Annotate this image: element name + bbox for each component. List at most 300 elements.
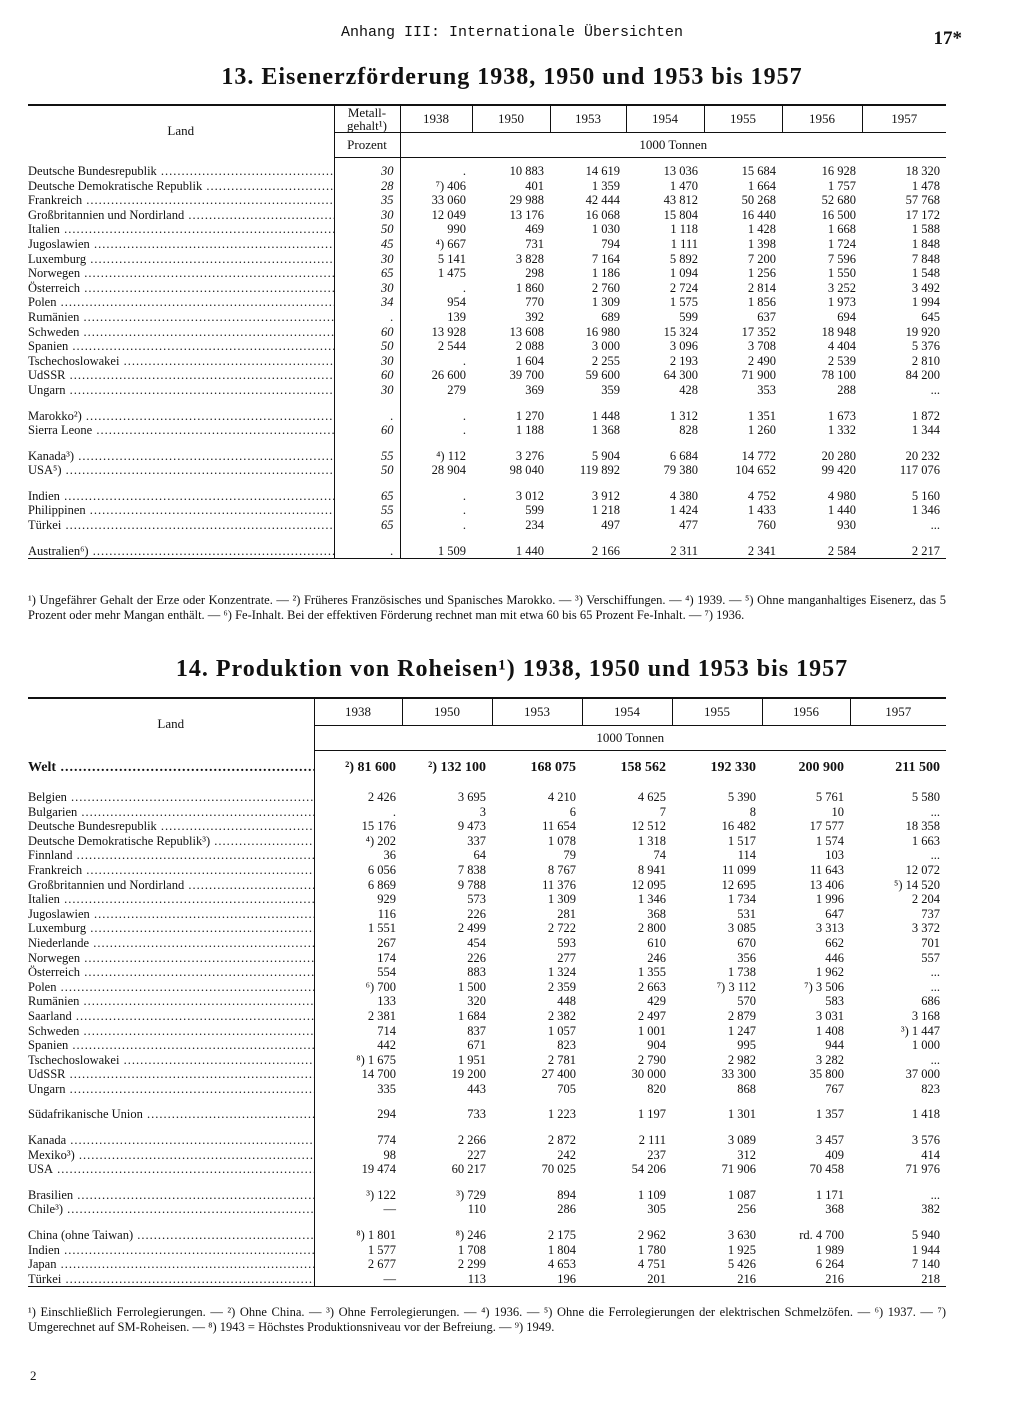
country-cell bbox=[28, 936, 314, 951]
value-cell: 1 872 bbox=[911, 408, 940, 423]
value-cell: 2 810 bbox=[911, 353, 940, 368]
value-cell: 767 bbox=[825, 1081, 844, 1096]
value-cell: 1 724 bbox=[827, 236, 856, 251]
value-cell: 2 724 bbox=[669, 280, 698, 295]
metal-content-cell: . bbox=[334, 409, 400, 424]
value-cell: 2 781 bbox=[547, 1052, 576, 1067]
value-cell: 16 980 bbox=[585, 324, 620, 339]
value-cell: 1 577 bbox=[367, 1242, 396, 1257]
table-row bbox=[28, 1228, 946, 1243]
value-cell: 1 734 bbox=[727, 892, 756, 907]
spacer-cell bbox=[550, 533, 626, 544]
value-cell: 2 193 bbox=[669, 353, 698, 368]
metal-content-cell: 60 bbox=[334, 325, 400, 340]
value-cell: 599 bbox=[679, 309, 698, 324]
value-cell: 320 bbox=[467, 994, 486, 1009]
value-cell: 5 390 bbox=[727, 790, 756, 804]
value-cell: 2 544 bbox=[437, 339, 466, 354]
country-label: Tschechoslowakei ..... bbox=[28, 1053, 314, 1068]
value-cell: 7 200 bbox=[747, 251, 776, 266]
value-cell: 645 bbox=[921, 309, 940, 324]
value-cell: 868 bbox=[737, 1081, 756, 1096]
spacer-cell bbox=[492, 1177, 582, 1188]
value-cell: 428 bbox=[679, 382, 698, 397]
value-cell: 211 500 bbox=[895, 759, 940, 775]
country-label: Frankreich ..... bbox=[28, 863, 314, 878]
value-cell: 2 722 bbox=[547, 921, 576, 936]
value-cell: 477 bbox=[679, 518, 698, 533]
value-cell: 1 668 bbox=[827, 222, 856, 237]
country-cell bbox=[28, 805, 314, 820]
value-cell: 944 bbox=[825, 1038, 844, 1053]
value-cell: 2 204 bbox=[911, 892, 940, 907]
country-label: Sierra Leone ..... bbox=[28, 423, 334, 438]
value-cell: 234 bbox=[525, 518, 544, 533]
country-label: Bulgarien ..... bbox=[28, 805, 314, 820]
spacer-cell bbox=[492, 1096, 582, 1107]
value-cell: ⁴) 112 bbox=[436, 448, 466, 463]
value-cell: 731 bbox=[525, 236, 544, 251]
value-cell: 1 757 bbox=[827, 178, 856, 193]
metal-content-cell: 28 bbox=[334, 179, 400, 194]
value-cell: 14 619 bbox=[585, 164, 620, 178]
metal-content-cell: . bbox=[334, 544, 400, 559]
country-label: Polen ..... bbox=[28, 295, 334, 310]
country-label: Deutsche Demokratische Republik ..... bbox=[28, 179, 334, 194]
metal-content-cell: 30 bbox=[334, 164, 400, 179]
spacer-cell bbox=[550, 398, 626, 409]
country-cell bbox=[28, 281, 334, 296]
spacer-cell bbox=[472, 478, 550, 489]
spacer-cell bbox=[314, 1096, 402, 1107]
country-cell bbox=[28, 892, 314, 907]
spacer-cell bbox=[28, 478, 334, 489]
country-cell bbox=[28, 1133, 314, 1148]
value-cell: 114 bbox=[737, 848, 756, 863]
value-cell: 6 bbox=[569, 804, 576, 819]
country-label: Polen ..... bbox=[28, 980, 314, 995]
country-cell bbox=[28, 1024, 314, 1039]
value-cell: 828 bbox=[679, 423, 698, 438]
value-cell: 30 000 bbox=[631, 1067, 666, 1082]
value-cell: ⁸) 1 675 bbox=[356, 1052, 396, 1067]
metal-content-cell: 30 bbox=[334, 354, 400, 369]
value-cell: 1 575 bbox=[669, 295, 698, 310]
value-cell: 1 738 bbox=[727, 965, 756, 980]
value-cell: 54 206 bbox=[631, 1162, 666, 1177]
value-cell: 79 380 bbox=[663, 463, 698, 478]
table-14-year-header: 1957 bbox=[850, 698, 946, 726]
value-cell: 714 bbox=[377, 1023, 396, 1038]
table-row bbox=[28, 921, 946, 936]
value-cell: 353 bbox=[757, 382, 776, 397]
table-row bbox=[28, 892, 946, 907]
value-cell: 760 bbox=[757, 518, 776, 533]
country-label: Großbritannien und Nordirland ..... bbox=[28, 878, 314, 893]
value-cell: 1 448 bbox=[591, 408, 620, 423]
value-cell: 647 bbox=[825, 906, 844, 921]
value-cell: 256 bbox=[737, 1202, 756, 1217]
value-cell: 5 141 bbox=[437, 251, 466, 266]
metal-content-cell: 50 bbox=[334, 463, 400, 478]
value-cell: 3 912 bbox=[591, 488, 620, 503]
value-cell: 1 398 bbox=[747, 236, 776, 251]
value-cell: 8 bbox=[749, 804, 756, 819]
value-cell: 409 bbox=[825, 1147, 844, 1162]
country-cell bbox=[28, 518, 334, 533]
value-cell: ... bbox=[930, 1187, 940, 1202]
group-spacer bbox=[28, 779, 946, 790]
table-row bbox=[28, 295, 946, 310]
table-row bbox=[28, 463, 946, 478]
spacer-cell bbox=[672, 779, 762, 790]
value-cell: 10 bbox=[831, 804, 844, 819]
value-cell: — bbox=[383, 1202, 396, 1217]
value-cell: 1 951 bbox=[457, 1052, 486, 1067]
metal-content-cell: 34 bbox=[334, 295, 400, 310]
table-row bbox=[28, 222, 946, 237]
country-cell bbox=[28, 1038, 314, 1053]
sheet-signature: 2 bbox=[30, 1368, 37, 1383]
value-cell: 60 217 bbox=[451, 1162, 486, 1177]
country-label: Mexiko³) ..... bbox=[28, 1148, 314, 1163]
value-cell: 3 089 bbox=[727, 1133, 756, 1148]
country-label: Österreich ..... bbox=[28, 281, 334, 296]
value-cell: 74 bbox=[653, 848, 666, 863]
table-row bbox=[28, 980, 946, 995]
country-cell bbox=[28, 1053, 314, 1068]
value-cell: 1 078 bbox=[547, 833, 576, 848]
value-cell: 2 982 bbox=[727, 1052, 756, 1067]
value-cell: 7 140 bbox=[911, 1257, 940, 1272]
value-cell: 50 268 bbox=[741, 193, 776, 208]
value-cell: 7 596 bbox=[827, 251, 856, 266]
group-spacer bbox=[28, 1217, 946, 1228]
spacer-cell bbox=[782, 398, 862, 409]
value-cell: 469 bbox=[525, 222, 544, 237]
country-label: Deutsche Bundesrepublik ..... bbox=[28, 819, 314, 834]
spacer-cell bbox=[762, 1217, 850, 1228]
value-cell: 3 372 bbox=[911, 921, 940, 936]
value-cell: 930 bbox=[837, 518, 856, 533]
country-cell bbox=[28, 1162, 314, 1177]
value-cell: ... bbox=[930, 979, 940, 994]
metal-content-cell: 30 bbox=[334, 208, 400, 223]
value-cell: 1 247 bbox=[727, 1023, 756, 1038]
value-cell: 2 663 bbox=[637, 979, 666, 994]
table-row bbox=[28, 193, 946, 208]
value-cell: 1 804 bbox=[547, 1242, 576, 1257]
value-cell: 11 643 bbox=[810, 862, 844, 877]
spacer-cell bbox=[472, 533, 550, 544]
value-cell: 1 428 bbox=[747, 222, 776, 237]
value-cell: 1 860 bbox=[515, 280, 544, 295]
group-spacer bbox=[28, 533, 946, 544]
value-cell: 33 060 bbox=[431, 193, 466, 208]
spacer-cell bbox=[28, 1122, 314, 1133]
spacer-cell bbox=[582, 1122, 672, 1133]
metal-content-cell: 30 bbox=[334, 383, 400, 398]
value-cell: 5 426 bbox=[727, 1257, 756, 1272]
value-cell: 98 040 bbox=[509, 463, 544, 478]
value-cell: 335 bbox=[377, 1081, 396, 1096]
value-cell: 19 200 bbox=[451, 1067, 486, 1082]
value-cell: 2 962 bbox=[637, 1228, 666, 1243]
country-label: Jugoslawien ..... bbox=[28, 237, 334, 252]
country-label: Tschechoslowakei ..... bbox=[28, 354, 334, 369]
value-cell: 1 440 bbox=[472, 544, 550, 559]
value-cell: 3 276 bbox=[515, 448, 544, 463]
table-row bbox=[28, 1038, 946, 1053]
value-cell: 3 282 bbox=[815, 1052, 844, 1067]
country-label: Belgien ..... bbox=[28, 790, 314, 805]
value-cell: 2 677 bbox=[367, 1257, 396, 1272]
value-cell: 1 588 bbox=[911, 222, 940, 237]
value-cell: 820 bbox=[647, 1081, 666, 1096]
spacer-cell bbox=[672, 1122, 762, 1133]
value-cell: 733 bbox=[467, 1107, 486, 1122]
metal-content-cell: 65 bbox=[334, 518, 400, 533]
value-cell: 196 bbox=[492, 1272, 582, 1287]
page-number: 17* bbox=[933, 28, 962, 49]
value-cell: 1 368 bbox=[591, 423, 620, 438]
country-label: China (ohne Taiwan) ..... bbox=[28, 1228, 314, 1243]
value-cell: 16 482 bbox=[721, 819, 756, 834]
value-cell: 1 973 bbox=[827, 295, 856, 310]
table-row bbox=[28, 164, 946, 179]
value-cell: 1 324 bbox=[547, 965, 576, 980]
country-cell bbox=[28, 266, 334, 281]
value-cell: 3 576 bbox=[911, 1133, 940, 1148]
country-cell bbox=[28, 757, 314, 779]
value-cell: 573 bbox=[467, 892, 486, 907]
value-cell: 3 012 bbox=[515, 488, 544, 503]
value-cell: 16 928 bbox=[821, 164, 856, 178]
value-cell: 2 381 bbox=[367, 1008, 396, 1023]
value-cell: 5 761 bbox=[815, 790, 844, 804]
value-cell: 1 780 bbox=[637, 1242, 666, 1257]
table-row bbox=[28, 354, 946, 369]
value-cell: 554 bbox=[377, 965, 396, 980]
value-cell: 18 358 bbox=[905, 819, 940, 834]
group-spacer bbox=[28, 1177, 946, 1188]
value-cell: 3 252 bbox=[827, 280, 856, 295]
value-cell: 689 bbox=[601, 309, 620, 324]
spacer-cell bbox=[400, 398, 472, 409]
table-14-footnotes: ¹) Einschließlich Ferrolegierungen. — ²) Ohne China. — ³) Ohne Ferrolegierungen. — ⁴) 1936. — ⁵) Ohne die Ferrolegierungen der elektrischen Schmelzöfen. — ⁶) 1937. — ⁷) Umgerechnet auf SM-Roheisen. — ⁸) 1943 = Höchstes Produktionsniveau vor der Befreiung. — ⁹) 1949. bbox=[28, 1305, 946, 1334]
value-cell: 288 bbox=[837, 382, 856, 397]
value-cell: 1 500 bbox=[457, 979, 486, 994]
value-cell: 1 856 bbox=[747, 295, 776, 310]
value-cell: 246 bbox=[647, 950, 666, 965]
spacer-cell bbox=[582, 1177, 672, 1188]
value-cell: 497 bbox=[601, 518, 620, 533]
value-cell: 9 473 bbox=[457, 819, 486, 834]
value-cell: 1 962 bbox=[815, 965, 844, 980]
spacer-cell bbox=[626, 438, 704, 449]
country-cell bbox=[28, 834, 314, 849]
table-row bbox=[28, 518, 946, 533]
value-cell: 7 bbox=[659, 804, 666, 819]
value-cell: 1 351 bbox=[747, 408, 776, 423]
table-14-unit: 1000 Tonnen bbox=[314, 726, 946, 751]
value-cell: 192 330 bbox=[710, 759, 756, 775]
country-cell bbox=[28, 409, 334, 424]
value-cell: 995 bbox=[737, 1038, 756, 1053]
spacer-cell bbox=[762, 779, 850, 790]
value-cell: 103 bbox=[825, 848, 844, 863]
value-cell: 3 085 bbox=[727, 921, 756, 936]
value-cell: 226 bbox=[467, 950, 486, 965]
value-cell: 7 838 bbox=[457, 862, 486, 877]
value-cell: 13 406 bbox=[809, 877, 844, 892]
table-row bbox=[28, 965, 946, 980]
value-cell: 279 bbox=[447, 382, 466, 397]
spacer-cell bbox=[782, 533, 862, 544]
spacer-cell bbox=[862, 478, 946, 489]
country-label: Türkei ..... bbox=[28, 518, 334, 533]
country-cell bbox=[28, 1188, 314, 1203]
value-cell: 1 346 bbox=[911, 503, 940, 518]
value-cell: 1 996 bbox=[815, 892, 844, 907]
country-cell bbox=[28, 368, 334, 383]
country-label: Japan ..... bbox=[28, 1257, 314, 1272]
spacer-cell bbox=[400, 438, 472, 449]
value-cell: 6 869 bbox=[367, 877, 396, 892]
value-cell: 99 420 bbox=[821, 463, 856, 478]
metal-content-cell: 30 bbox=[334, 252, 400, 267]
value-cell: 216 bbox=[762, 1272, 850, 1287]
value-cell: ... bbox=[930, 518, 940, 533]
value-cell: 1 309 bbox=[547, 892, 576, 907]
country-label: Norwegen ..... bbox=[28, 951, 314, 966]
value-cell: 43 812 bbox=[663, 193, 698, 208]
value-cell: 1 057 bbox=[547, 1023, 576, 1038]
country-label: Kanada³) ..... bbox=[28, 449, 334, 464]
value-cell: 705 bbox=[557, 1081, 576, 1096]
spacer-cell bbox=[472, 398, 550, 409]
value-cell: 113 bbox=[402, 1272, 492, 1287]
country-label: Brasilien ..... bbox=[28, 1188, 314, 1203]
country-cell bbox=[28, 907, 314, 922]
spacer-cell bbox=[400, 478, 472, 489]
value-cell: 18 948 bbox=[821, 324, 856, 339]
value-cell: 98 bbox=[383, 1147, 396, 1162]
value-cell: 2 111 bbox=[638, 1133, 666, 1148]
value-cell: 448 bbox=[557, 994, 576, 1009]
country-label: Deutsche Bundesrepublik ..... bbox=[28, 164, 334, 179]
country-label: USA⁵) ..... bbox=[28, 463, 334, 478]
country-label: Italien ..... bbox=[28, 892, 314, 907]
spacer-cell bbox=[314, 1122, 402, 1133]
value-cell: 1 551 bbox=[367, 921, 396, 936]
value-cell: 59 600 bbox=[585, 368, 620, 383]
value-cell: 610 bbox=[647, 935, 666, 950]
value-cell: 1 433 bbox=[747, 503, 776, 518]
table-row bbox=[28, 368, 946, 383]
table-row bbox=[28, 1133, 946, 1148]
value-cell: 382 bbox=[921, 1202, 940, 1217]
table-14-year-header: 1955 bbox=[672, 698, 762, 726]
table-row bbox=[28, 489, 946, 504]
value-cell: 1 664 bbox=[747, 178, 776, 193]
value-cell: 4 980 bbox=[827, 488, 856, 503]
spacer-cell bbox=[582, 1217, 672, 1228]
spacer-cell bbox=[402, 779, 492, 790]
value-cell: rd. 4 700 bbox=[799, 1228, 844, 1243]
spacer-cell bbox=[850, 1122, 946, 1133]
value-cell: 1 332 bbox=[827, 423, 856, 438]
value-cell: 4 625 bbox=[637, 790, 666, 804]
value-cell: 1 270 bbox=[515, 408, 544, 423]
table-row bbox=[28, 1243, 946, 1258]
value-cell: 694 bbox=[837, 309, 856, 324]
value-cell: 2 760 bbox=[591, 280, 620, 295]
value-cell: 4 752 bbox=[747, 488, 776, 503]
value-cell: 28 904 bbox=[431, 463, 466, 478]
value-cell: 337 bbox=[467, 833, 486, 848]
spacer-cell bbox=[28, 1177, 314, 1188]
value-cell: 227 bbox=[467, 1147, 486, 1162]
value-cell: . bbox=[462, 518, 466, 533]
table-row bbox=[28, 325, 946, 340]
value-cell: 837 bbox=[467, 1023, 486, 1038]
value-cell: 5 160 bbox=[911, 488, 940, 503]
country-cell bbox=[28, 863, 314, 878]
value-cell: 17 577 bbox=[809, 819, 844, 834]
country-cell bbox=[28, 819, 314, 834]
spacer-cell bbox=[672, 1177, 762, 1188]
value-cell: 1 188 bbox=[515, 423, 544, 438]
value-cell: 133 bbox=[377, 994, 396, 1009]
country-label: Türkei ..... bbox=[28, 1272, 314, 1287]
spacer-cell bbox=[672, 1096, 762, 1107]
value-cell: ... bbox=[930, 804, 940, 819]
value-cell: 1 989 bbox=[815, 1242, 844, 1257]
value-cell: 570 bbox=[737, 994, 756, 1009]
table-14-year-header: 1954 bbox=[582, 698, 672, 726]
value-cell: 904 bbox=[647, 1038, 666, 1053]
value-cell: 12 049 bbox=[431, 207, 466, 222]
value-cell: 17 172 bbox=[905, 207, 940, 222]
value-cell: 104 652 bbox=[735, 463, 776, 478]
metal-content-cell: 30 bbox=[334, 281, 400, 296]
value-cell: ²) 81 600 bbox=[345, 759, 396, 775]
value-cell: . bbox=[462, 503, 466, 518]
value-cell: 4 210 bbox=[547, 790, 576, 804]
spacer-cell bbox=[782, 438, 862, 449]
country-cell bbox=[28, 544, 334, 559]
value-cell: 454 bbox=[467, 935, 486, 950]
value-cell: 29 988 bbox=[509, 193, 544, 208]
value-cell: 2 299 bbox=[457, 1257, 486, 1272]
value-cell: 33 300 bbox=[721, 1067, 756, 1082]
table-row bbox=[28, 383, 946, 398]
metal-content-cell: . bbox=[334, 310, 400, 325]
table-row bbox=[28, 1082, 946, 1097]
value-cell: 5 376 bbox=[911, 339, 940, 354]
country-cell bbox=[28, 848, 314, 863]
country-label: Rumänien ..... bbox=[28, 994, 314, 1009]
value-cell: 3 168 bbox=[911, 1008, 940, 1023]
country-label: Indien ..... bbox=[28, 489, 334, 504]
metal-content-cell: 55 bbox=[334, 449, 400, 464]
value-cell: 2 166 bbox=[550, 544, 626, 559]
value-cell: 14 772 bbox=[741, 448, 776, 463]
value-cell: 1 344 bbox=[911, 423, 940, 438]
value-cell: 79 bbox=[563, 848, 576, 863]
value-cell: . bbox=[462, 408, 466, 423]
